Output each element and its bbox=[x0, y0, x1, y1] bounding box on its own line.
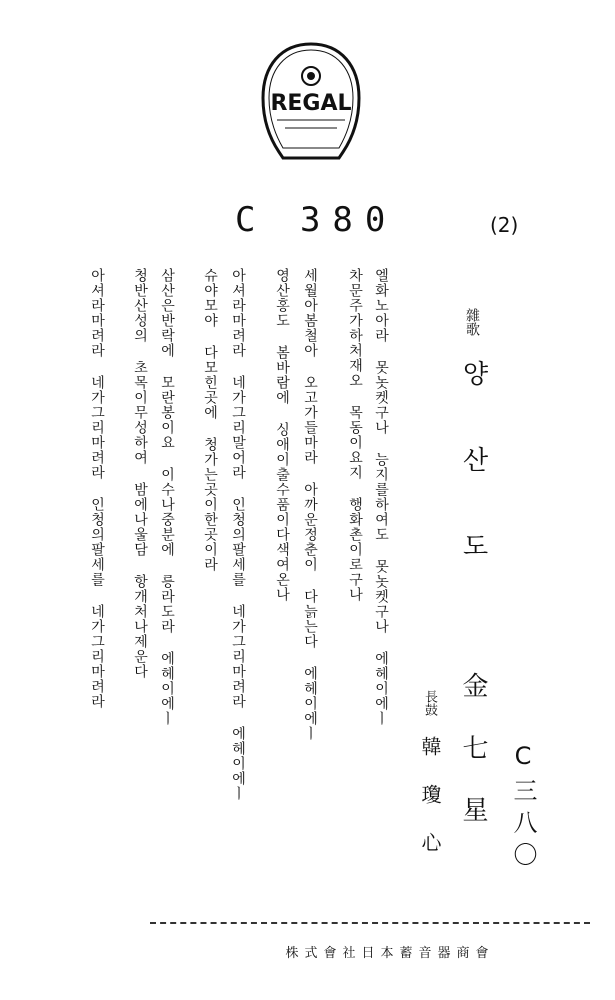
lyric-line: 청반산성의 초목이무성하여 밤에나울담 항개처나제운다 bbox=[132, 268, 148, 679]
accompaniment-role: 長鼓 bbox=[422, 690, 437, 716]
accompanist-name: 韓瓊心 bbox=[418, 736, 442, 880]
lyric-line: 아셔라마려라 네가그리말어라 인청의팔세를 네가그리마려라 에헤이에ㅣ bbox=[230, 268, 246, 801]
lyric-line: 슈야모야 다모힌곳에 청가는곳이한곳이라 bbox=[202, 268, 218, 572]
side-number: (2) bbox=[490, 213, 519, 237]
lyric-line: 아셔라마려라 네가그리마려라 인청의팔세를 네가그리마려라 bbox=[89, 268, 105, 709]
lyric-line: 세월아봄철아 오고가들마라 아까운정춘이 다늙는다 에헤이에ㅣ bbox=[302, 268, 318, 741]
lyric-line: 엘화노아라 못놋켓구나 능지를하여도 못놋켓구나 에헤이에ㅣ bbox=[373, 268, 389, 726]
regal-logo bbox=[255, 40, 367, 170]
lyric-line: 삼산은반락에 모란봉이요 이수나중분에 릉라도라 에헤이에ㅣ bbox=[159, 268, 175, 726]
lyric-line: 차문주가하처재오 목동이요지 행화촌이로구나 bbox=[347, 268, 363, 602]
catalog-number-vertical: C三八〇 bbox=[509, 742, 537, 874]
genre-label: 雜歌 bbox=[464, 308, 480, 336]
song-title: 양산도 bbox=[458, 360, 488, 618]
logo-brand-text: REGAL bbox=[270, 91, 352, 116]
lyric-line: 영산홍도 봄바람에 싱애이출수품이다색여온나 bbox=[274, 268, 290, 602]
singer-name: 金七星 bbox=[458, 672, 488, 858]
footer-divider bbox=[150, 922, 590, 924]
company-name: 株式會社日本蓄音器商會 bbox=[285, 946, 495, 961]
catalog-number: C 380 bbox=[235, 200, 398, 240]
